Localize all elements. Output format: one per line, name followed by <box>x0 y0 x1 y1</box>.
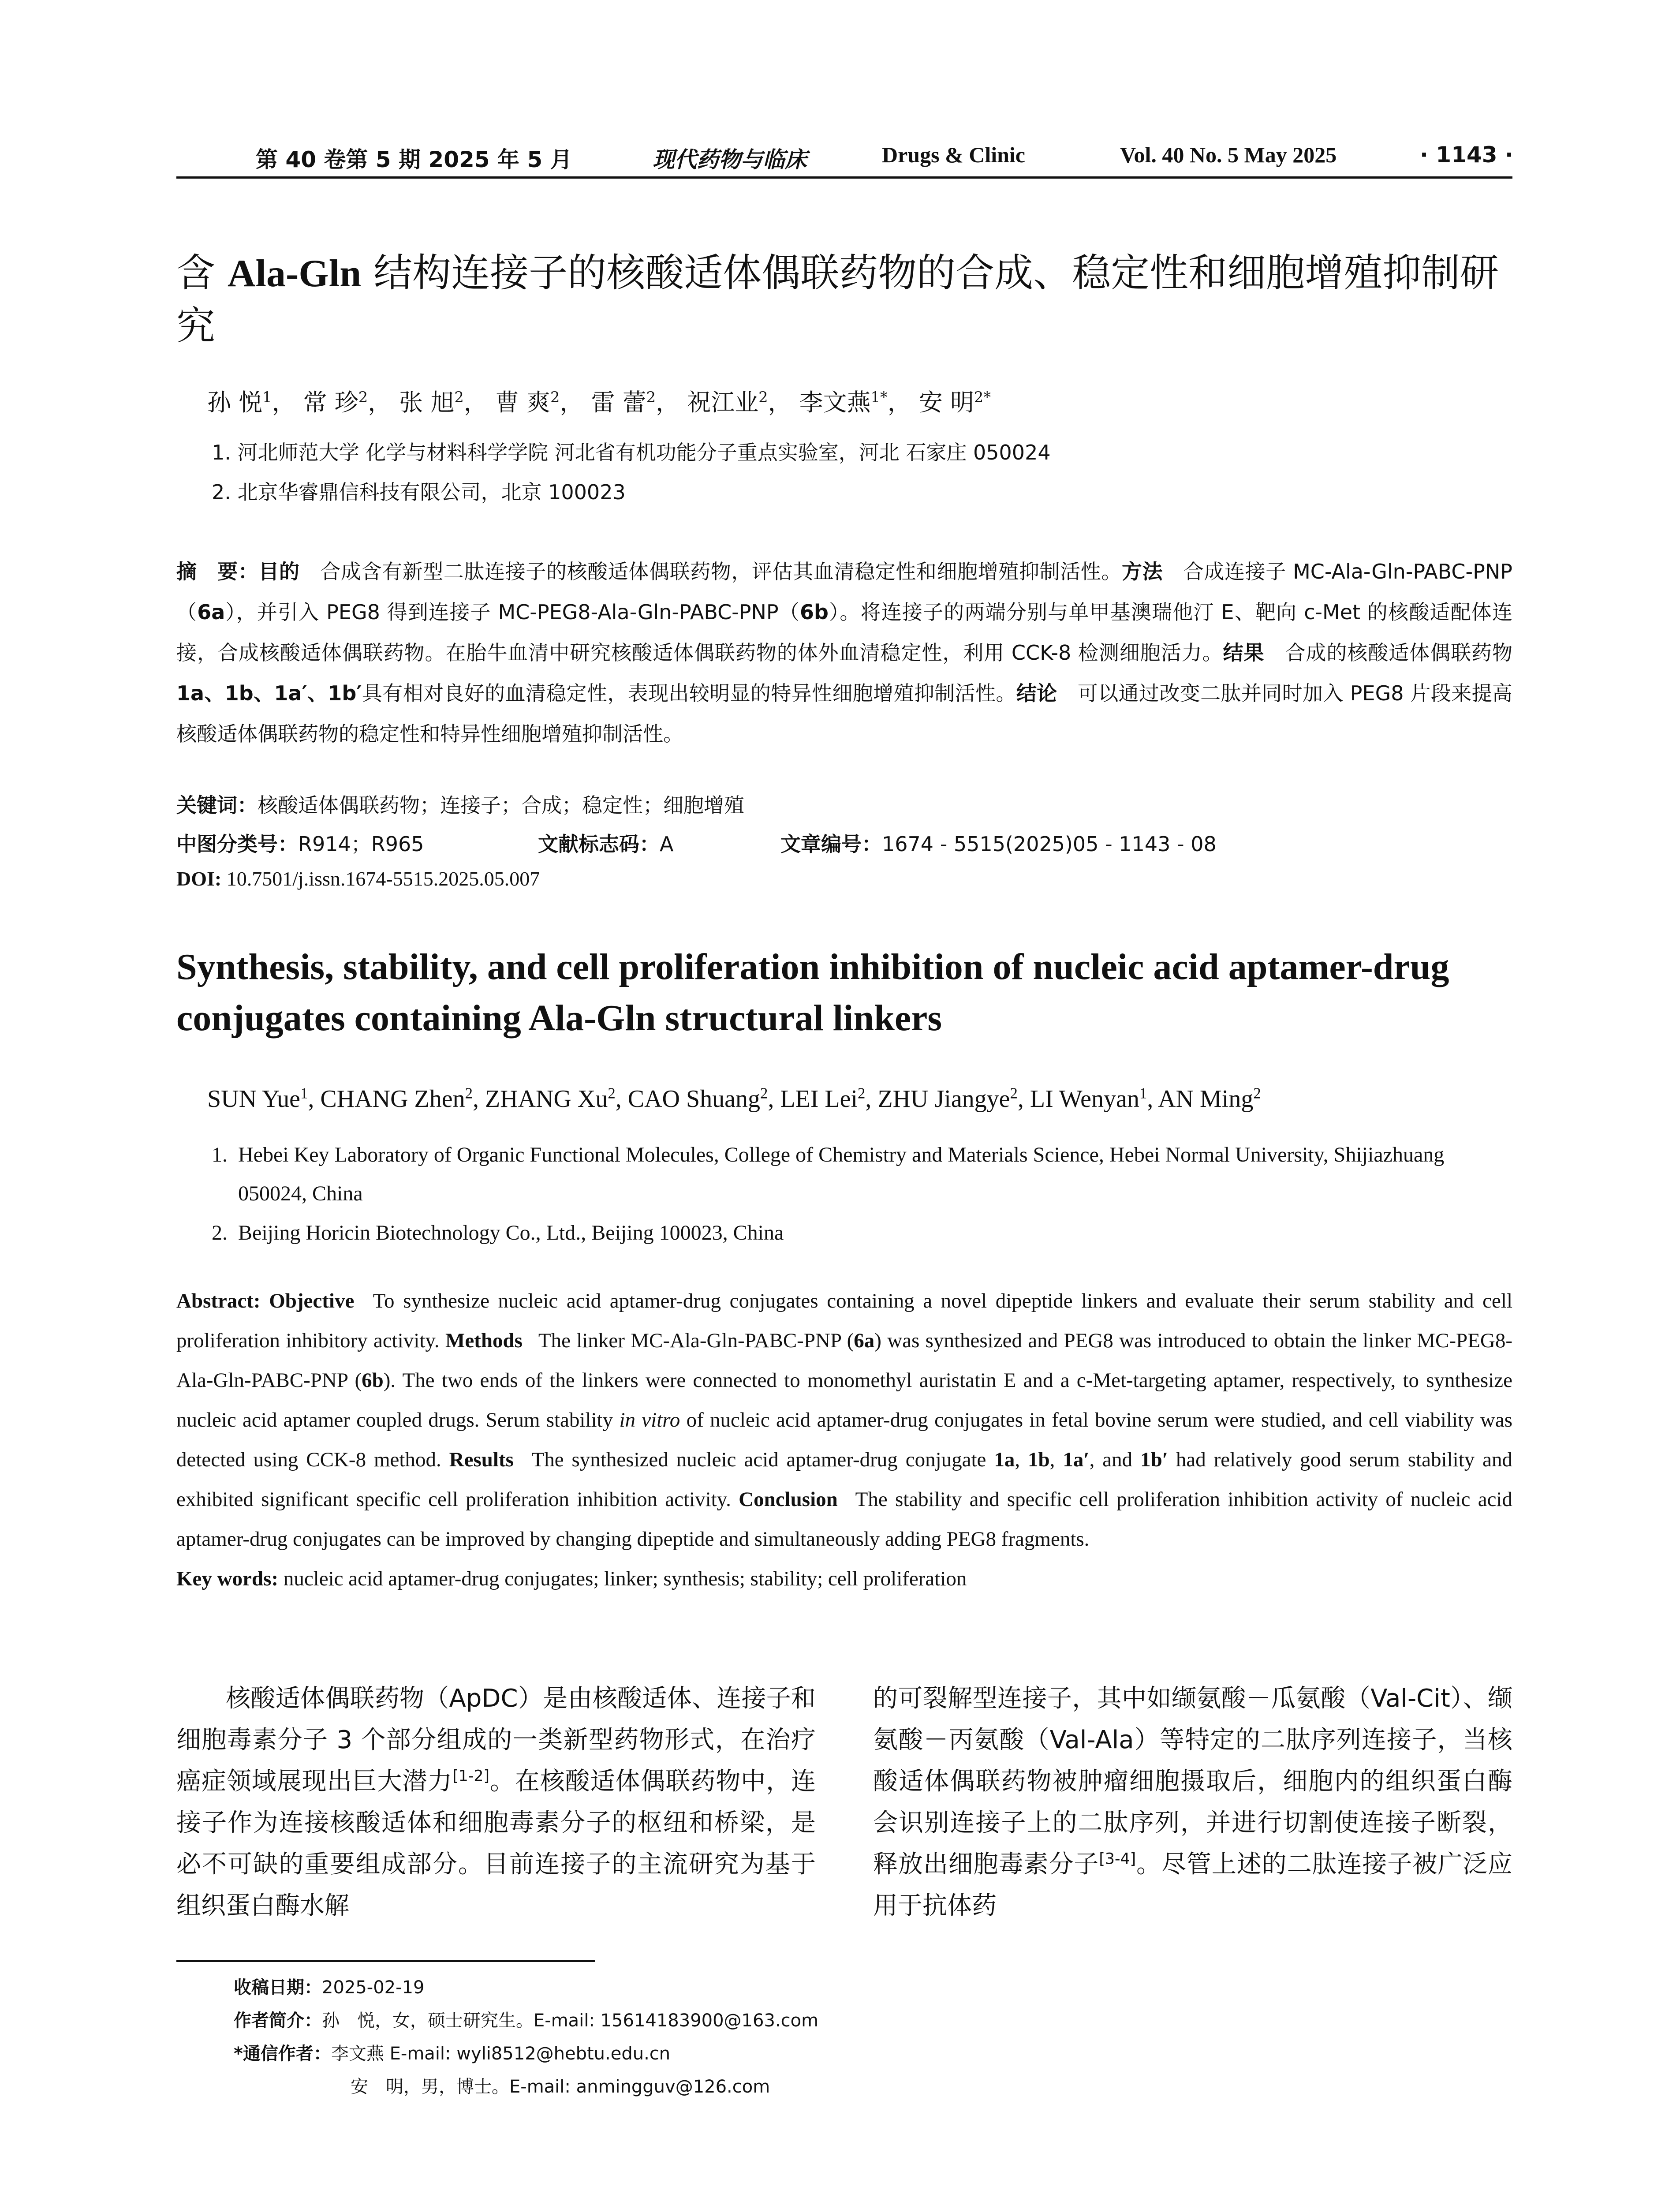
author-cn: 李文燕$^{1*}$， <box>799 389 911 416</box>
author-en: CAO Shuang$^2$, <box>627 1084 780 1113</box>
header-journal-en: Drugs & Clinic <box>882 142 1025 167</box>
title-cn-latin: Ala-Gln <box>227 252 362 295</box>
keywords-en: Key words: nucleic acid aptamer-drug conjugates; linker; synthesis; stability; cell proliferation <box>176 1567 967 1590</box>
abstract-en-label: Abstract: <box>176 1289 261 1312</box>
compound-6b: 6b <box>800 600 829 624</box>
title-cn <box>176 247 1512 352</box>
author-cn: 孙 悦$^1$， <box>207 389 296 416</box>
body-column-right: 的可裂解型连接子，其中如缬氨酸－瓜氨酸（Val-Cit）、缬氨酸－丙氨酸（Val-Ala）等特定的二肽序列连接子，当核酸适体偶联药物被肿瘤细胞摄取后，细胞内的组织蛋白酶会识别连接子上的二肽序列，并进行切割使连接子断裂，释放出细胞毒素分子[3-4]。尽管上述的二肽连接子被广泛应用于抗体药 <box>873 1684 1513 1920</box>
footnote-corresponding: *通信作者：李文燕 E-mail: wyli8512@hebtu.edu.cn <box>234 2044 671 2064</box>
keywords-cn: 关键词：核酸适体偶联药物；连接子；合成；稳定性；细胞增殖 <box>176 793 744 817</box>
title-en: Synthesis, stability, and cell proliferation inhibition of nucleic acid aptamer-drug conjugates containing Ala-Gln structural linkers <box>176 946 1449 1039</box>
body-column-left: 核酸适体偶联药物（ApDC）是由核酸适体、连接子和细胞毒素分子 3 个部分组成的一类新型药物形式，在治疗癌症领域展现出巨大潜力[1-2]。在核酸适体偶联药物中，连接子作为连接核酸适体和细胞毒素分子的枢纽和桥梁，是必不可缺的重要组成部分。目前连接子的主流研究为基于组织蛋白酶水解 <box>176 1684 816 1920</box>
objective-label-cn: 目的 <box>258 560 300 583</box>
abstract-en: Abstract: Objective To synthesize nucleic acid aptamer-drug conjugates containing a novel dipeptide linkers and evaluate their serum stability and cell proliferation inhibitory activity. Methods The linker MC-Ala-Gln-PABC-PNP (6a) was synthesized and PEG8 was introduced to obtain the linker MC-PEG8-Ala-Gln-PABC-PNP (6b). The two ends of the linkers were connected to monomethyl auristatin E and a c-Met-targeting aptamer, respectively, to synthesize nucleic acid aptamer coupled drugs. Serum stability in vitro of nucleic acid aptamer-drug conjugates in fetal bovine serum were studied, and cell viability was detected using CCK-8 method. Results The synthesized nucleic acid aptamer-drug conjugate 1a, 1b, 1a′, and 1b′ had relatively good serum stability and exhibited significant specific cell proliferation inhibition activity. Conclusion The stability and specific cell proliferation inhibition activity of nucleic acid aptamer-drug conjugates can be improved by changing dipeptide and simultaneously adding PEG8 fragments. Key words: nucleic acid aptamer-drug conjugates; linker; synthesis; stability; cell proliferation <box>176 1289 1513 1590</box>
citation-ref: [1-2] <box>452 1767 489 1785</box>
footnote-rule <box>176 1960 595 1962</box>
author-en: LI Wenyan$^1$, <box>1030 1084 1158 1113</box>
author-en: ZHU Jiangye$^2$, <box>877 1084 1030 1113</box>
abstract-cn-label: 摘 要： <box>176 560 259 583</box>
results-label-cn: 结果 <box>1223 641 1265 665</box>
header-volume-cn: 第 40 卷第 5 期 2025 年 5 月 <box>256 147 572 172</box>
classification-line <box>176 828 1217 857</box>
footnote-corresponding-2: 安 明，男，博士。E-mail: anmingguv@126.com <box>351 2077 770 2097</box>
footnote-bio: 作者简介：孙 悦，女，硕士研究生。E-mail: 15614183900@163.com <box>234 2011 819 2031</box>
author-cn: 雷 蕾$^2$， <box>591 389 680 416</box>
author-cn: 祝江业$^2$， <box>687 389 792 416</box>
author-cn: 安 明$^{2*}$ <box>918 389 991 416</box>
affiliation-cn-2: 2. 北京华睿鼎信科技有限公司，北京 100023 <box>212 480 626 504</box>
footnote-received: 收稿日期：2025-02-19 <box>234 1977 425 1998</box>
author-cn: 常 珍$^2$， <box>303 389 392 416</box>
clc-number: 中图分类号：R914；R965 <box>176 832 424 856</box>
author-en: AN Ming$^2$ <box>1158 1084 1261 1113</box>
authors-en <box>207 1085 1261 1113</box>
author-cn: 曹 爽$^2$， <box>495 389 584 416</box>
citation-ref: [3-4] <box>1099 1850 1136 1868</box>
methods-label-en: Methods <box>445 1329 523 1352</box>
running-header <box>176 142 1512 177</box>
objective-text-cn: 合成含有新型二肽连接子的核酸适体偶联药物，评估其血清稳定性和细胞增殖抑制活性。 <box>320 560 1122 583</box>
author-en: SUN Yue$^1$, <box>207 1084 321 1113</box>
objective-label-en: Objective <box>269 1289 355 1312</box>
objective-text-en: To synthesize nucleic acid aptamer-drug conjugates containing a novel dipeptide linkers and evaluate their serum stability and cell proliferation inhibitory activity. <box>176 1289 1513 1352</box>
title-cn-rest: 结构连接子的核酸适体偶联药物的合成、稳定性和细胞增殖抑制研究 <box>176 250 1499 348</box>
affiliation-en-1: 1. Hebei Key Laboratory of Organic Functional Molecules, College of Chemistry and Materials Science, Hebei Normal University, Shijiazhuang 050024, China <box>212 1143 1445 1205</box>
compounds-cn: 1a、1b、1a′、1b′ <box>176 681 362 705</box>
authors-cn <box>207 384 991 418</box>
header-rule <box>176 176 1512 179</box>
author-cn: 张 旭$^2$， <box>399 389 488 416</box>
conclusion-text-cn: 可以通过改变二肽并同时加入 PEG8 片段来提高核酸适体偶联药物的稳定性和特异性细胞增殖抑制活性。 <box>176 681 1512 746</box>
affiliation-en-2: 2. Beijing Horicin Biotechnology Co., Ltd., Beijing 100023, China <box>212 1221 784 1245</box>
header-page-number: · 1143 · <box>1420 142 1513 168</box>
conclusion-label-cn: 结论 <box>1016 681 1057 705</box>
methods-label-cn: 方法 <box>1122 560 1163 583</box>
results-label-en: Results <box>449 1448 514 1471</box>
author-en: CHANG Zhen$^2$, <box>320 1084 485 1113</box>
doi-line: DOI: 10.7501/j.issn.1674-5515.2025.05.007 <box>176 867 540 890</box>
header-volume-en: Vol. 40 No. 5 May 2025 <box>1120 142 1337 167</box>
title-cn-prefix: 含 <box>176 250 228 295</box>
conclusion-text-en: The stability and specific cell proliferation inhibition activity of nucleic acid aptamer-drug conjugates can be improved by changing dipeptide and simultaneously adding PEG8 fragments. <box>176 1488 1512 1551</box>
author-en: LEI Lei$^2$, <box>780 1084 878 1113</box>
compound-6a: 6a <box>197 600 225 624</box>
document-code: 文献标志码：A <box>538 832 674 856</box>
affiliation-cn-1: 1. 河北师范大学 化学与材料科学学院 河北省有机功能分子重点实验室，河北 石家庄 050024 <box>212 441 1051 464</box>
article-number: 文章编号：1674 - 5515(2025)05 - 1143 - 08 <box>780 832 1217 856</box>
author-en: ZHANG Xu$^2$, <box>485 1084 628 1113</box>
conclusion-label-en: Conclusion <box>739 1488 838 1511</box>
header-journal-cn: 现代药物与临床 <box>653 147 807 172</box>
abstract-cn: 摘 要：目的 合成含有新型二肽连接子的核酸适体偶联药物，评估其血清稳定性和细胞增殖抑制活性。方法 合成连接子 MC-Ala-Gln-PABC-PNP（6a），并引入 PEG8 得到连接子 MC-PEG8-Ala-Gln-PABC-PNP（6b）。将连接子的两端分别与单甲基澳瑞他汀 E、靶向 c-Met 的核酸适配体连接，合成核酸适体偶联药物。在胎牛血清中研究核酸适体偶联药物的体外血清稳定性，利用 CCK-8 检测细胞活力。结果 合成的核酸适体偶联药物 1a、1b、1a′、1b′具有相对良好的血清稳定性，表现出较明显的特异性细胞增殖抑制活性。结论 可以通过改变二肽并同时加入 PEG8 片段来提高核酸适体偶联药物的稳定性和特异性细胞增殖抑制活性。 <box>176 560 1513 746</box>
